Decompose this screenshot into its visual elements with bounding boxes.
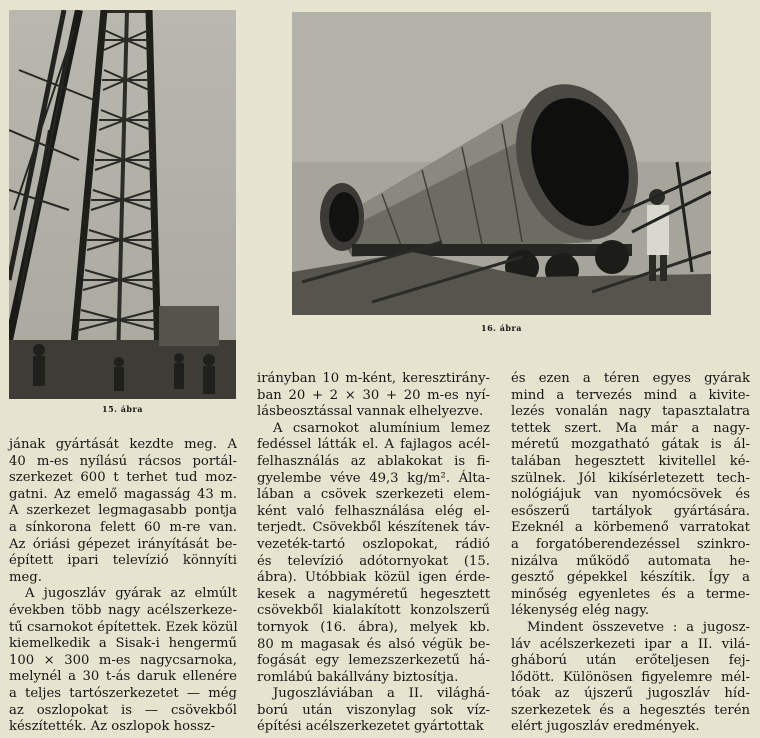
text-line: méretű mozgatható gátak is ál- <box>511 437 750 453</box>
text-line: gesztő gépekkel készítik. Így a <box>511 570 750 586</box>
text-line: irányban 10 m-ként, keresztirány- <box>257 371 490 386</box>
text-line: 80 m magasak és alsó végük be- <box>257 636 490 652</box>
text-line: ként való felhasználása elég el- <box>257 503 490 519</box>
text-line: terjedt. Csövekből készítenek táv- <box>257 520 490 536</box>
figure-16-caption: 16. ábra <box>481 323 522 333</box>
text-line: a forgatóberendezéssel szinkro- <box>511 536 750 552</box>
text-line: Ezeknél a körbemenő varratokat <box>511 520 750 536</box>
text-line: építési acélszerkezetet gyártottak <box>257 719 484 735</box>
text-line: szülnek. Jól kikísérletezett tech- <box>511 470 750 486</box>
text-line: 100 × 300 m-es nagycsarnoka, <box>9 652 237 668</box>
text-line: fedéssel látták el. A fajlagos acél- <box>257 437 490 453</box>
text-line: tű csarnokot építettek. Ezek közül <box>9 619 238 635</box>
text-line: csövekből kialakított konzolszerű <box>257 603 490 619</box>
text-line: készítették. Az oszlopok hossz- <box>9 719 216 735</box>
text-line: Az óriási gépezet irányítását be- <box>9 536 237 552</box>
text-line: és televízió adótornyokat (15. <box>257 553 490 569</box>
text-line: nológiájuk van nyomócsövek és <box>511 487 750 503</box>
text-line: és ezen a téren egyes gyárak <box>511 371 750 386</box>
text-column-1 <box>9 437 237 736</box>
text-line: A jugoszláv gyárak az elmúlt <box>25 586 237 602</box>
text-line: tóak az újszerű jugoszláv híd- <box>511 686 750 702</box>
text-line: években több nagy acélszerkeze- <box>9 602 237 618</box>
text-line: lődött. Különösen figyelemre mél- <box>511 669 750 685</box>
text-line: lezés vonalán nagy tapasztalatra <box>511 404 750 420</box>
text-line: gatni. Az emelő magasság 43 m. <box>9 486 237 502</box>
text-line: felhasználás az ablakokat is fi- <box>257 453 490 469</box>
text-line: szerkezet 600 t terhet tud moz- <box>9 470 237 486</box>
text-line: talában hegesztett kivitellel ké- <box>511 453 750 469</box>
text-line: lában a csövek szerkezeti elem- <box>257 487 490 503</box>
text-line: a teljes tartószerkezetet — még <box>9 685 237 701</box>
text-line: ábra). Utóbbiak közül igen érde- <box>257 570 490 586</box>
text-line: láv acélszerkezeti ipar a II. vilá- <box>511 636 750 652</box>
text-line: vezeték-tartó oszlopokat, rádió <box>257 536 490 552</box>
text-line: 40 m-es nyílású rácsos portál- <box>9 453 237 469</box>
text-line: elért jugoszláv eredmények. <box>511 719 700 735</box>
text-line: gháború után erőteljesen fej- <box>511 653 750 669</box>
text-line: tettek szert. Ma már a nagy- <box>511 420 750 436</box>
tower-photo-graphic <box>9 10 236 399</box>
text-line: Jugoszláviában a II. világhá- <box>273 686 490 702</box>
text-line: ború után viszonylag sok víz- <box>257 702 490 718</box>
text-line: gyelembe véve 49,3 kg/m². Álta- <box>257 470 490 486</box>
text-line: kesek a nagyméretű hegesztett <box>257 586 490 602</box>
text-line: tornyok (16. ábra), melyek kb. <box>257 619 490 635</box>
text-line: nizálva működő automata he- <box>511 553 750 569</box>
text-line: melynél a 30 t-ás daruk ellenére <box>9 669 237 685</box>
text-line: minőség egyenletes és a terme- <box>511 586 750 602</box>
text-line: A csarnokot alumínium lemez <box>273 420 490 436</box>
text-line: ban 20 + 2 × 30 + 20 m-es nyí- <box>257 387 490 403</box>
text-line: fogását egy lemezszerkezetű há- <box>257 653 490 669</box>
text-line: épített ipari televízió könnyíti <box>9 553 237 569</box>
figure-15-caption: 15. ábra <box>102 404 143 414</box>
text-column-3 <box>511 371 750 736</box>
text-line: esőszerű tartályok gyártására. <box>511 503 750 519</box>
text-line: romlábú bakállvány biztosítja. <box>257 669 459 685</box>
text-line: Mindent összevetve : a jugosz- <box>527 619 750 635</box>
text-line: mind a tervezés mind a kivite- <box>511 387 750 403</box>
text-column-2 <box>257 371 490 736</box>
text-line: az oszlopokat is — csövekből <box>9 702 237 718</box>
text-line: szerkezetek és a hegesztés terén <box>511 702 750 718</box>
figure-16-photo <box>292 12 711 315</box>
text-line: kiemelkedik a Sisak-i hengermű <box>9 636 237 652</box>
text-line: lékenység elég nagy. <box>511 603 650 619</box>
text-line: A szerkezet legmagasabb pontja <box>9 503 237 519</box>
figure-15-photo <box>9 10 236 399</box>
text-line: lásbeosztással vannak elhelyezve. <box>257 404 484 420</box>
text-line: jának gyártását kezdte meg. A <box>9 437 237 452</box>
pipe-photo-graphic <box>292 12 711 315</box>
text-line: a sínkorona felett 60 m-re van. <box>9 519 237 535</box>
text-line: meg. <box>9 569 42 585</box>
